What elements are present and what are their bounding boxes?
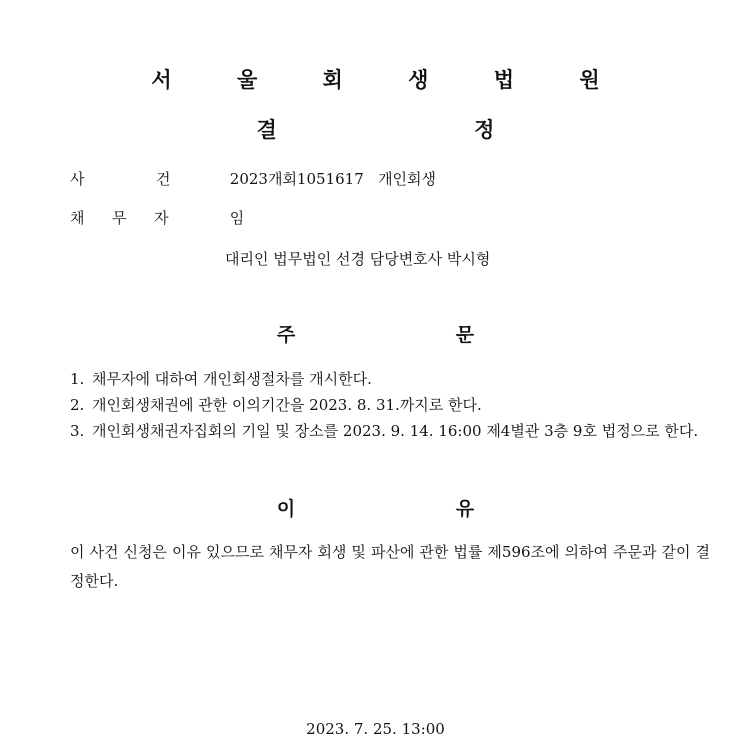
document-kind: 결 정 [256, 118, 590, 142]
court-name: 서 울 회 생 법 원 [151, 68, 629, 92]
case-label-part-1: 사 [70, 170, 85, 188]
order-item [70, 392, 710, 418]
order-heading: 주 문 [276, 324, 552, 346]
order-item-number: 2. [70, 396, 85, 414]
debtor-label-part-1: 채 [70, 209, 85, 227]
debtor-name: 임 [229, 209, 245, 227]
debtor-label-part-3: 자 [154, 209, 169, 227]
order-list [70, 366, 710, 444]
reason-heading: 이 유 [276, 498, 552, 520]
case-value [230, 168, 436, 189]
case-label-part-2: 건 [156, 170, 171, 188]
order-item-text: 개인회생채권에 관한 이의기간을 2023. 8. 31.까지로 한다. [92, 396, 482, 414]
reason-text: 이 사건 신청은 이유 있으므로 채무자 회생 및 파산에 관한 법률 제596조에 의하여 주문과 같이 결정한다. [70, 543, 710, 590]
decision-date: 2023. 7. 25. 13:00 [306, 720, 445, 738]
debtor-row [70, 207, 244, 228]
case-name: 개인회생 [378, 170, 437, 188]
case-label [70, 168, 225, 189]
order-item [70, 418, 710, 444]
debtor-agent: 대리인 법무법인 선경 담당변호사 박시형 [225, 250, 491, 268]
debtor-label-part-2: 무 [112, 209, 127, 227]
order-item-number: 1. [70, 370, 85, 388]
case-number: 2023개회1051617 [229, 170, 364, 188]
order-item-text: 개인회생채권자집회의 기일 및 장소를 2023. 9. 14. 16:00 제4별관 3층 9호 법정으로 한다. [92, 422, 699, 440]
debtor-label [70, 207, 225, 228]
order-item-number: 3. [70, 422, 85, 440]
case-row [70, 168, 436, 189]
order-item [70, 366, 710, 392]
order-item-text: 채무자에 대하여 개인회생절차를 개시한다. [92, 370, 372, 388]
